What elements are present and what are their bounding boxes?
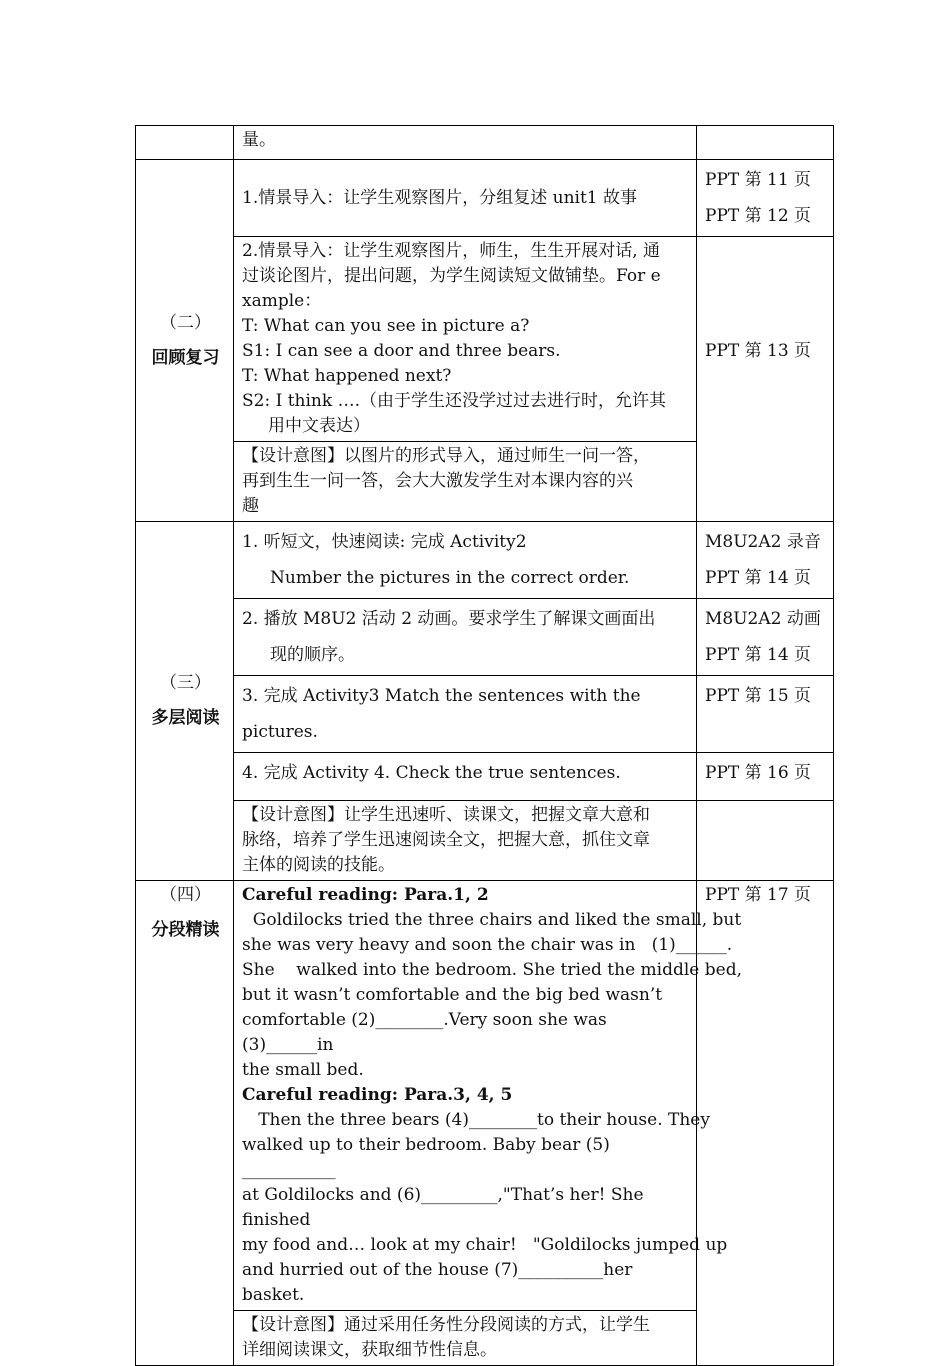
text-line: Number the pictures in the correct order. [270, 568, 630, 588]
resource-ref: PPT 第 12 页 [705, 206, 812, 226]
design-intent [234, 801, 697, 881]
activity-text [234, 522, 697, 599]
text-line: 趣 [242, 496, 259, 516]
table-row [136, 160, 834, 237]
resource-ref: PPT 第 16 页 [705, 763, 812, 783]
resource-ref: PPT 第 15 页 [705, 686, 812, 706]
resource-cell [697, 676, 834, 753]
resource-cell [697, 160, 834, 237]
text-line: 4. 完成 Activity 4. Check the true sentences. [242, 763, 621, 783]
text-line: T: What can you see in picture a? [242, 316, 530, 336]
text-line: Then the three bears (4)________to their house. They [242, 1110, 710, 1130]
table-row [136, 676, 834, 753]
section-number: （二） [160, 312, 211, 333]
text-line: 2. 播放 M8U2 活动 2 动画。要求学生了解课文画面出 [242, 609, 656, 629]
resource-cell [697, 753, 834, 801]
text-line: Goldilocks tried the three chairs and liked the small, but [242, 910, 742, 930]
section-title: 分段精读 [151, 920, 220, 940]
table-row [136, 126, 834, 160]
text-line: she was very heavy and soon the chair was in (1)______. [242, 935, 733, 955]
activity-text [234, 676, 697, 753]
text-line: my food and… look at my chair! "Goldilocks jumped up [242, 1235, 728, 1255]
resource-ref: PPT 第 14 页 [705, 645, 812, 665]
section-number: （四） [160, 885, 211, 905]
text-line: 【设计意图】让学生迅速听、读课文，把握文章大意和 [242, 805, 650, 825]
text-line: S2: I think ….（由于学生还没学过过去进行时，允许其 [242, 391, 666, 411]
text-line: 【设计意图】通过采用任务性分段阅读的方式，让学生 [242, 1315, 650, 1335]
resource-cell-empty [697, 801, 834, 881]
text-line: 用中文表达） [268, 416, 370, 436]
table-row [136, 237, 834, 442]
text-line: T: What happened next? [242, 366, 452, 386]
section-number: （三） [160, 673, 211, 693]
text-line: S1: I can see a door and three bears. [242, 341, 561, 361]
text-line: She walked into the bedroom. She tried the middle bed, [242, 960, 742, 980]
text-line: 2.情景导入：让学生观察图片，师生，生生开展对话, 通 [242, 241, 661, 261]
reading-heading: Careful reading: Para.1, 2 [242, 885, 489, 905]
text-line: 主体的阅读的技能。 [242, 855, 395, 875]
text-line: 【设计意图】以图片的形式导入，通过师生一问一答， [242, 446, 650, 466]
resource-cell [697, 522, 834, 599]
text-line: at Goldilocks and (6)_________,"That’s her! She finished [242, 1185, 644, 1230]
section-paragraph-reading [136, 881, 234, 1366]
text-line: walked up to their bedroom. Baby bear (5) ___________ [242, 1135, 610, 1180]
activity-text [234, 599, 697, 676]
resource-ref: PPT 第 17 页 [705, 885, 812, 905]
reading-heading: Careful reading: Para.3, 4, 5 [242, 1085, 513, 1105]
text-line: and hurried out of the house (7)__________her basket. [242, 1260, 633, 1305]
text-line: 再到生生一问一答，会大大激发学生对本课内容的兴 [242, 471, 633, 491]
activity-text [234, 160, 697, 237]
text-line: the small bed. [242, 1060, 364, 1080]
section-multilevel-reading [136, 522, 234, 881]
section-title: 多层阅读 [151, 708, 220, 728]
careful-reading-text [234, 881, 742, 1311]
text-line: 过谈论图片，提出问题，为学生阅读短文做铺垫。For e [242, 266, 661, 286]
resource-ref: PPT 第 13 页 [705, 341, 812, 361]
lesson-plan-table [135, 125, 834, 1366]
resource-ref: PPT 第 11 页 [705, 170, 812, 190]
design-intent [234, 442, 697, 522]
activity-line: 1.情景导入：让学生观察图片，分组复述 unit1 故事 [242, 187, 638, 208]
resource-cell [697, 237, 834, 522]
section-title: 回顾复习 [151, 347, 220, 368]
dialogue-text [234, 237, 697, 442]
resource-cell-empty [697, 126, 834, 160]
text-line: 脉络，培养了学生迅速阅读全文，把握大意，抓住文章 [242, 830, 650, 850]
table-row [136, 881, 834, 1311]
table-row [136, 753, 834, 801]
text-line: 详细阅读课文，获取细节性信息。 [242, 1340, 497, 1360]
continuation-text: 量。 [234, 126, 697, 160]
text-line: 现的顺序。 [270, 645, 355, 665]
text-line: comfortable (2)________.Very soon she was (3)______in [242, 1010, 607, 1055]
resource-cell [697, 599, 834, 676]
text-line: but it wasn’t comfortable and the big bed wasn’t [242, 985, 663, 1005]
resource-ref: M8U2A2 动画 [705, 609, 821, 629]
section-cell-empty [136, 126, 234, 160]
text-line: xample： [242, 291, 322, 311]
design-intent [234, 1311, 697, 1366]
section-review [136, 160, 234, 522]
table-row [136, 599, 834, 676]
resource-ref: M8U2A2 录音 [705, 532, 821, 552]
activity-text [234, 753, 697, 801]
table-row [136, 801, 834, 881]
text-line: 3. 完成 Activity3 Match the sentences with the pictures. [242, 686, 641, 742]
table-row [136, 522, 834, 599]
text-line: 1. 听短文，快速阅读: 完成 Activity2 [242, 532, 527, 552]
resource-ref: PPT 第 14 页 [705, 568, 812, 588]
